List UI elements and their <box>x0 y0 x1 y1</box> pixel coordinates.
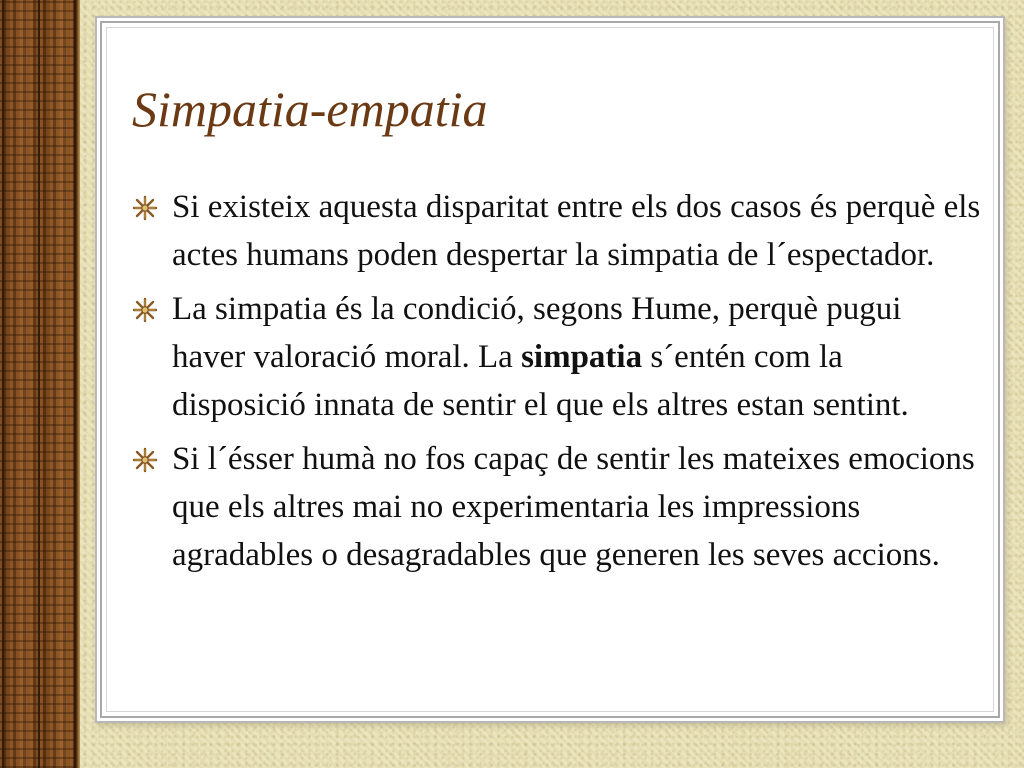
bullet-item <box>132 183 982 279</box>
bullet-item <box>132 285 982 429</box>
bullet-list <box>132 183 982 585</box>
strip-seam <box>2 0 4 768</box>
bullet-emphasis: simpatia <box>521 339 643 375</box>
slide-panel <box>100 21 1000 718</box>
starburst-bullet-icon <box>132 447 158 473</box>
starburst-bullet-icon <box>132 297 158 323</box>
bullet-text: Si existeix aquesta disparitat entre els dos casos és perquè els actes humans poden despertar la simpatia de l´espectador. <box>172 189 981 273</box>
bullet-text-after: s´entén com la disposició innata de sentir el que els altres estan sentint. <box>172 339 909 423</box>
decorative-side-strip <box>0 0 80 768</box>
strip-seam <box>38 0 40 768</box>
bullet-text: Si l´ésser humà no fos capaç de sentir les mateixes emocions que els altres mai no experimentaria les impressions agradables o desagradables que generen les seves accions. <box>172 441 975 573</box>
slide-title: Simpatia-empatia <box>132 81 488 137</box>
bullet-item <box>132 435 982 579</box>
strip-edge <box>76 0 80 768</box>
bullet-text-before: La simpatia és la condició, segons Hume, perquè pugui haver valoració moral. La <box>172 291 902 375</box>
bullet-text <box>172 291 909 423</box>
starburst-bullet-icon <box>132 195 158 221</box>
